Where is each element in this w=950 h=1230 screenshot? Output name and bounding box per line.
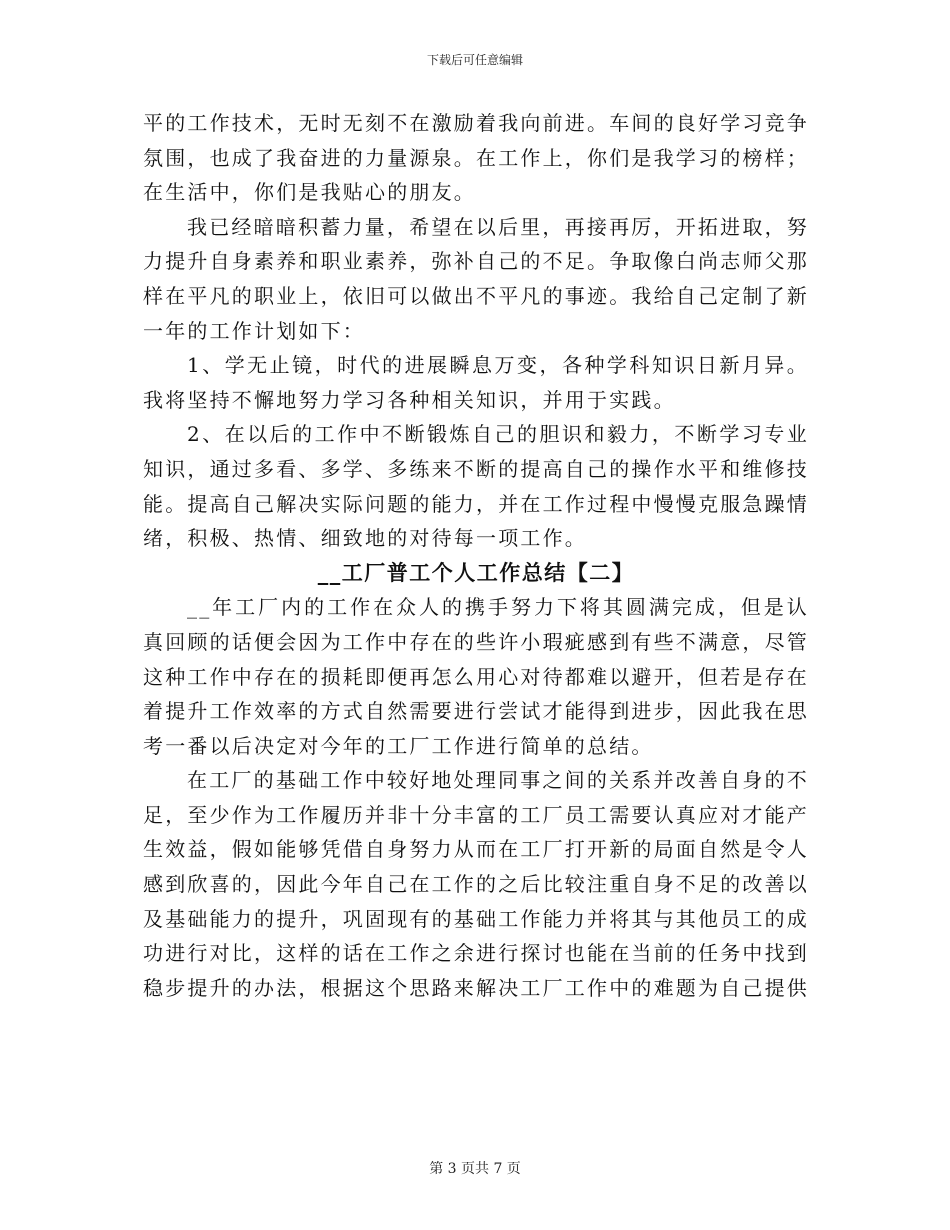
page-header-note: 下载后可任意编辑 [426,53,523,67]
paragraph-plan-intro: 我已经暗暗积蓄力量，希望在以后里，再接再厉，开拓进取，努力提升自身素养和职业素养，弥补自己的不足。争取像白尚志师父那样在平凡的职业上，依旧可以做出不平凡的事迹。我给自己定制了新一年的工作计划如下： [143,214,809,343]
paragraph-plan-item-1: 1、学无止镜，时代的进展瞬息万变，各种学科知识日新月异。我将坚持不懈地努力学习各种相关知识，并用于实践。 [143,353,809,412]
paragraph-summary-intro: __年工厂内的工作在众人的携手努力下将其圆满完成，但是认真回顾的话便会因为工作中存在的些许小瑕疵感到有些不满意，尽管这种工作中存在的损耗即便再怎么用心对待都难以避开，但若是存在着提升工作效率的方式自然需要进行尝试才能得到进步，因此我在思考一番以后决定对今年的工厂工作进行简单的总结。 [143,595,809,758]
paragraph-plan-item-2: 2、在以后的工作中不断锻炼自己的胆识和毅力，不断学习专业知识，通过多看、多学、多练来不断的提高自己的操作水平和维修技能。提高自己解决实际问题的能力，并在工作过程中慢慢克服急躁情绪，积极、热情、细致地的对待每一项工作。 [143,422,809,551]
document-body [143,106,809,1005]
paragraph-summary-body: 在工厂的基础工作中较好地处理同事之间的关系并改善自身的不足，至少作为工作履历并非十分丰富的工厂员工需要认真应对才能产生效益，假如能够凭借自身努力从而在工厂打开新的局面自然是令人感到欣喜的，因此今年自己在工作的之后比较注重自身不足的改善以及基础能力的提升，巩固现有的基础工作能力并将其与其他员工的成功进行对比，这样的话在工作之余进行探讨也能在当前的任务中找到稳步提升的办法，根据这个思路来解决工厂工作中的难题为自己提供 [143,768,809,1000]
section-title: __工厂普工个人工作总结【二】 [317,559,635,585]
paragraph-continuation: 平的工作技术，无时无刻不在激励着我向前进。车间的良好学习竞争氛围，也成了我奋进的力量源泉。在工作上，你们是我学习的榜样；在生活中，你们是我贴心的朋友。 [143,111,809,205]
page-number: 第 3 页共 7 页 [429,1161,521,1177]
